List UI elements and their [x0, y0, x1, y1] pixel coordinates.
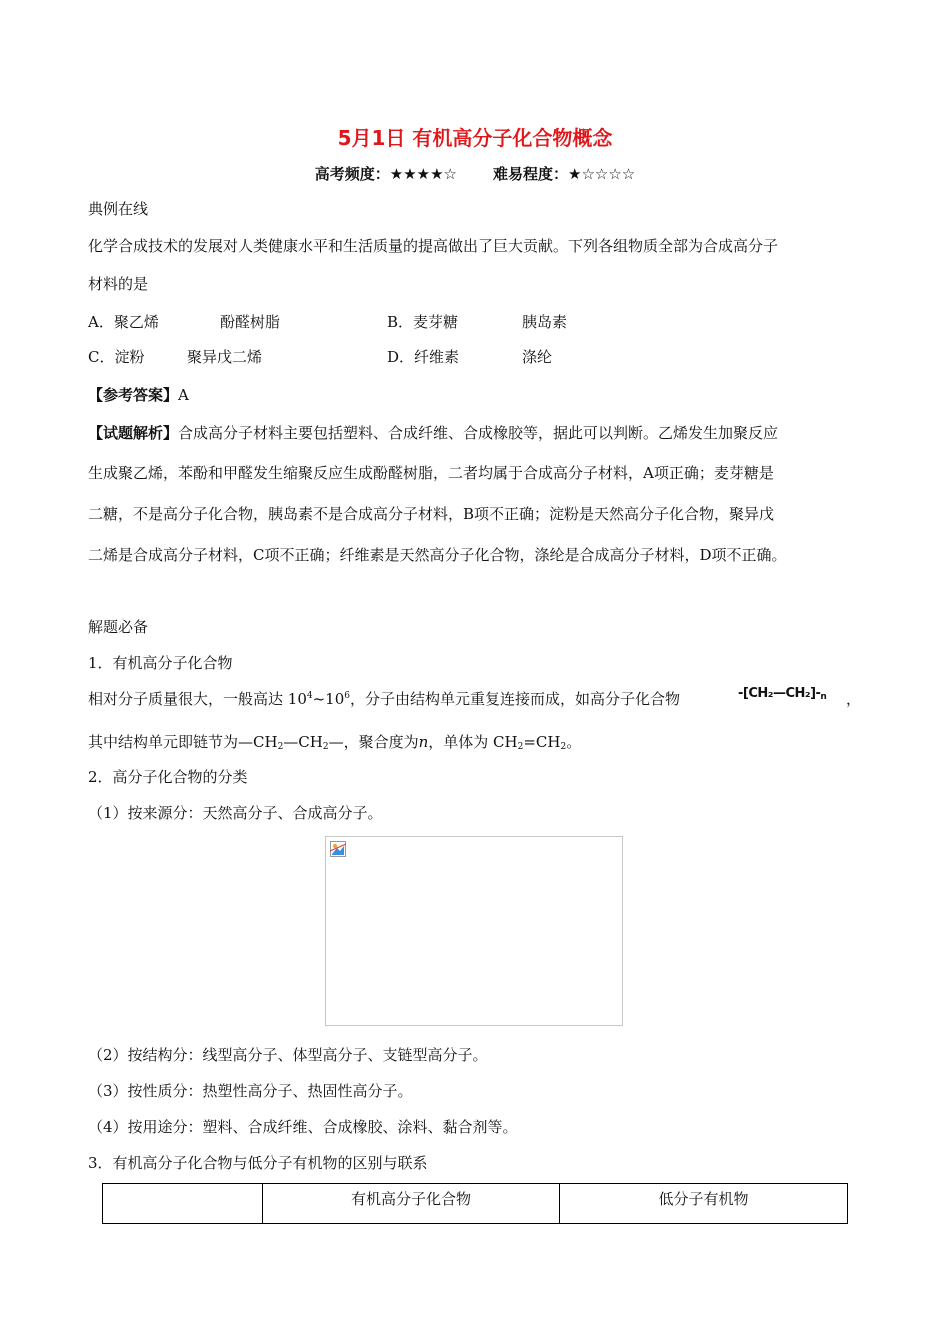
frequency-label: 高考频度：: [314, 165, 390, 183]
answer-line: [88, 384, 189, 405]
analysis-line-2: 生成聚乙烯，苯酚和甲醛发生缩聚反应生成酚醛树脂，二者均属于合成高分子材料，A项正确；麦芽糖是: [88, 464, 774, 482]
table-header-cell: 低分子有机物: [560, 1184, 848, 1224]
difficulty-meta: [0, 163, 950, 184]
option-d-value: 涤纶: [522, 348, 553, 366]
section-3-title: 3．有机高分子化合物与低分子有机物的区别与联系: [88, 1154, 428, 1172]
section-2-title: 2．高分子化合物的分类: [88, 768, 248, 786]
answer-label: 【参考答案】: [88, 386, 179, 404]
option-a-label: A．聚乙烯: [88, 313, 159, 331]
classification-2: （2）按结构分：线型高分子、体型高分子、支链型高分子。: [88, 1046, 488, 1064]
option-c-value: 聚异戊二烯: [187, 348, 263, 366]
option-a-value: 酚醛树脂: [220, 313, 281, 331]
question-line-2: 材料的是: [88, 275, 149, 293]
analysis-line-1: 【试题解析】合成高分子材料主要包括塑料、合成纤维、合成橡胶等，据此可以判断。乙烯发生加聚反应: [88, 424, 779, 442]
example-heading: 典例在线: [88, 200, 149, 218]
option-b-value: 胰岛素: [522, 313, 568, 331]
comparison-table: [102, 1183, 848, 1224]
polyethylene-formula: $-[CH_2—CH_2]-_n$: [738, 686, 827, 702]
essentials-heading: 解题必备: [88, 618, 149, 636]
analysis-label: 【试题解析】: [88, 424, 179, 442]
analysis-line-4: 二烯是合成高分子材料，C项不正确；纤维素是天然高分子化合物，涤纶是合成高分子材料，D项不正确。: [88, 546, 787, 564]
difficulty-stars: ★☆☆☆☆: [568, 165, 636, 183]
section-1-title: 1．有机高分子化合物: [88, 654, 233, 672]
analysis-line-3: 二糖，不是高分子化合物，胰岛素不是合成高分子材料，B项不正确；淀粉是天然高分子化合物，聚异戊: [88, 505, 775, 523]
option-c-label: C．淀粉: [88, 348, 145, 366]
classification-1: （1）按来源分：天然高分子、合成高分子。: [88, 804, 383, 822]
classification-4: （4）按用途分：塑料、合成纤维、合成橡胶、涂料、黏合剂等。: [88, 1118, 518, 1136]
question-line-1: 化学合成技术的发展对人类健康水平和生活质量的提高做出了巨大贡献。下列各组物质全部为合成高分子: [88, 237, 779, 255]
broken-image-icon: [330, 841, 346, 857]
answer-value: A: [178, 386, 189, 404]
frequency-stars: ★★★★☆: [389, 165, 457, 183]
option-d-label: D．纤维素: [387, 348, 460, 366]
table-header-row: [103, 1184, 848, 1224]
section-1-line-2: 其中结构单元即链节为$—CH_2—CH_2—$，聚合度为n，单体为 $CH_2=CH_2$。: [88, 733, 582, 752]
classification-3: （3）按性质分：热塑性高分子、热固性高分子。: [88, 1082, 413, 1100]
table-header-cell: 有机高分子化合物: [263, 1184, 560, 1224]
difficulty-label: 难易程度：: [493, 165, 569, 183]
broken-image-placeholder: [325, 836, 623, 1026]
section-1-line-1: 相对分子质量很大，一般高达 $10^4\sim 10^6$，分子由结构单元重复连接而成，如高分子化合物: [88, 690, 680, 708]
page-title: 5月1日 有机高分子化合物概念: [337, 126, 613, 150]
option-b-label: B．麦芽糖: [387, 313, 459, 331]
table-header-cell: [103, 1184, 263, 1224]
